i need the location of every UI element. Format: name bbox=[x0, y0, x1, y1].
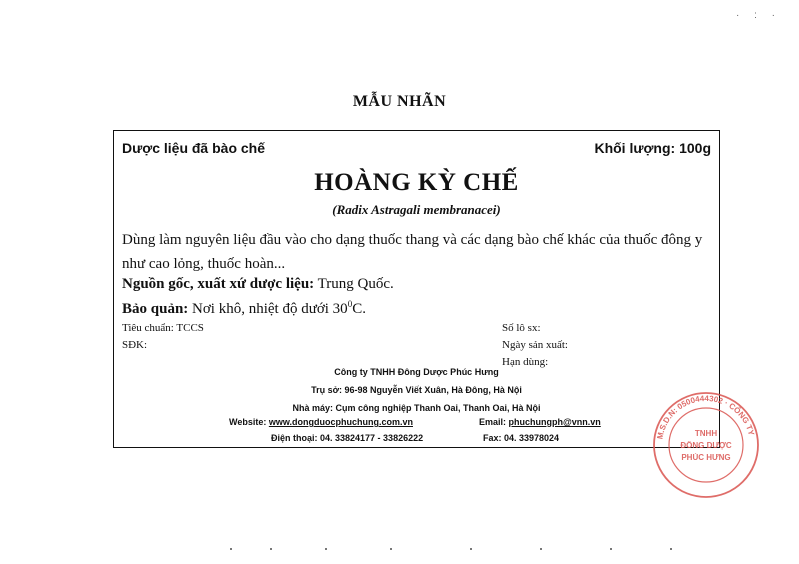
email-label: Email: bbox=[479, 417, 509, 427]
batch-text: Số lô sx: bbox=[502, 322, 541, 334]
storage-label: Bảo quản: bbox=[122, 301, 189, 317]
origin-label: Nguồn gốc, xuất xứ dược liệu: bbox=[122, 276, 315, 292]
expiry-text: Hạn dùng: bbox=[502, 356, 549, 368]
website-label: Website: bbox=[229, 417, 269, 427]
label-top-row bbox=[122, 140, 711, 160]
usage-text: Dùng làm nguyên liệu đầu vào cho dạng thuốc thang và các dạng bào chế khác của thuốc đông y như cao lỏng, thuốc hoàn... bbox=[122, 232, 703, 272]
latin-name: (Radix Astragali membranacei) bbox=[332, 202, 501, 217]
seal-outer-text: M.S.D.N: 0500444302 · CÔNG TY bbox=[655, 393, 756, 440]
product-label bbox=[113, 130, 720, 448]
storage-line bbox=[122, 299, 366, 318]
factory-address: Nhà máy: Cụm công nghiệp Thanh Oai, Thanh Oai, Hà Nội bbox=[292, 403, 541, 413]
standard-text: Tiêu chuẩn: TCCS bbox=[122, 322, 204, 334]
phone-text: Điện thoại: 04. 33824177 - 33826222 bbox=[271, 433, 424, 443]
company-seal bbox=[651, 390, 761, 500]
weight-text: Khối lượng: 100g bbox=[594, 140, 711, 156]
email-link[interactable]: phuchungph@vnn.vn bbox=[508, 417, 601, 427]
registration-text: SĐK: bbox=[122, 339, 148, 351]
manufacture-date-text: Ngày sản xuất: bbox=[502, 339, 568, 351]
scan-artifacts bbox=[230, 548, 680, 552]
fax-text: Fax: 04. 33978024 bbox=[483, 433, 560, 443]
website-link[interactable]: www.dongduocphuchung.com.vn bbox=[268, 417, 413, 427]
page-title: MẪU NHÃN bbox=[352, 93, 447, 110]
email-line bbox=[479, 417, 601, 427]
category-text: Dược liệu đã bào chế bbox=[122, 140, 266, 156]
storage-unit: C. bbox=[352, 301, 366, 317]
storage-value: Nơi khô, nhiệt độ dưới 30 bbox=[188, 301, 348, 317]
seal-line1: TNHH bbox=[694, 429, 718, 438]
origin-value: Trung Quốc. bbox=[314, 276, 394, 292]
seal-line2: ĐÔNG DƯỢC bbox=[680, 441, 732, 450]
corner-marks: · : · bbox=[736, 10, 781, 21]
company-name: Công ty TNHH Đông Dược Phúc Hưng bbox=[334, 367, 499, 377]
head-office: Trụ sở: 96-98 Nguyễn Viết Xuân, Hà Đông, Hà Nội bbox=[311, 385, 522, 395]
storage-sup: 0 bbox=[347, 299, 353, 309]
product-name: HOÀNG KỲ CHẾ bbox=[314, 169, 519, 196]
website-line bbox=[229, 417, 413, 427]
seal-line3: PHÚC HƯNG bbox=[681, 453, 731, 462]
origin-line bbox=[122, 276, 394, 293]
